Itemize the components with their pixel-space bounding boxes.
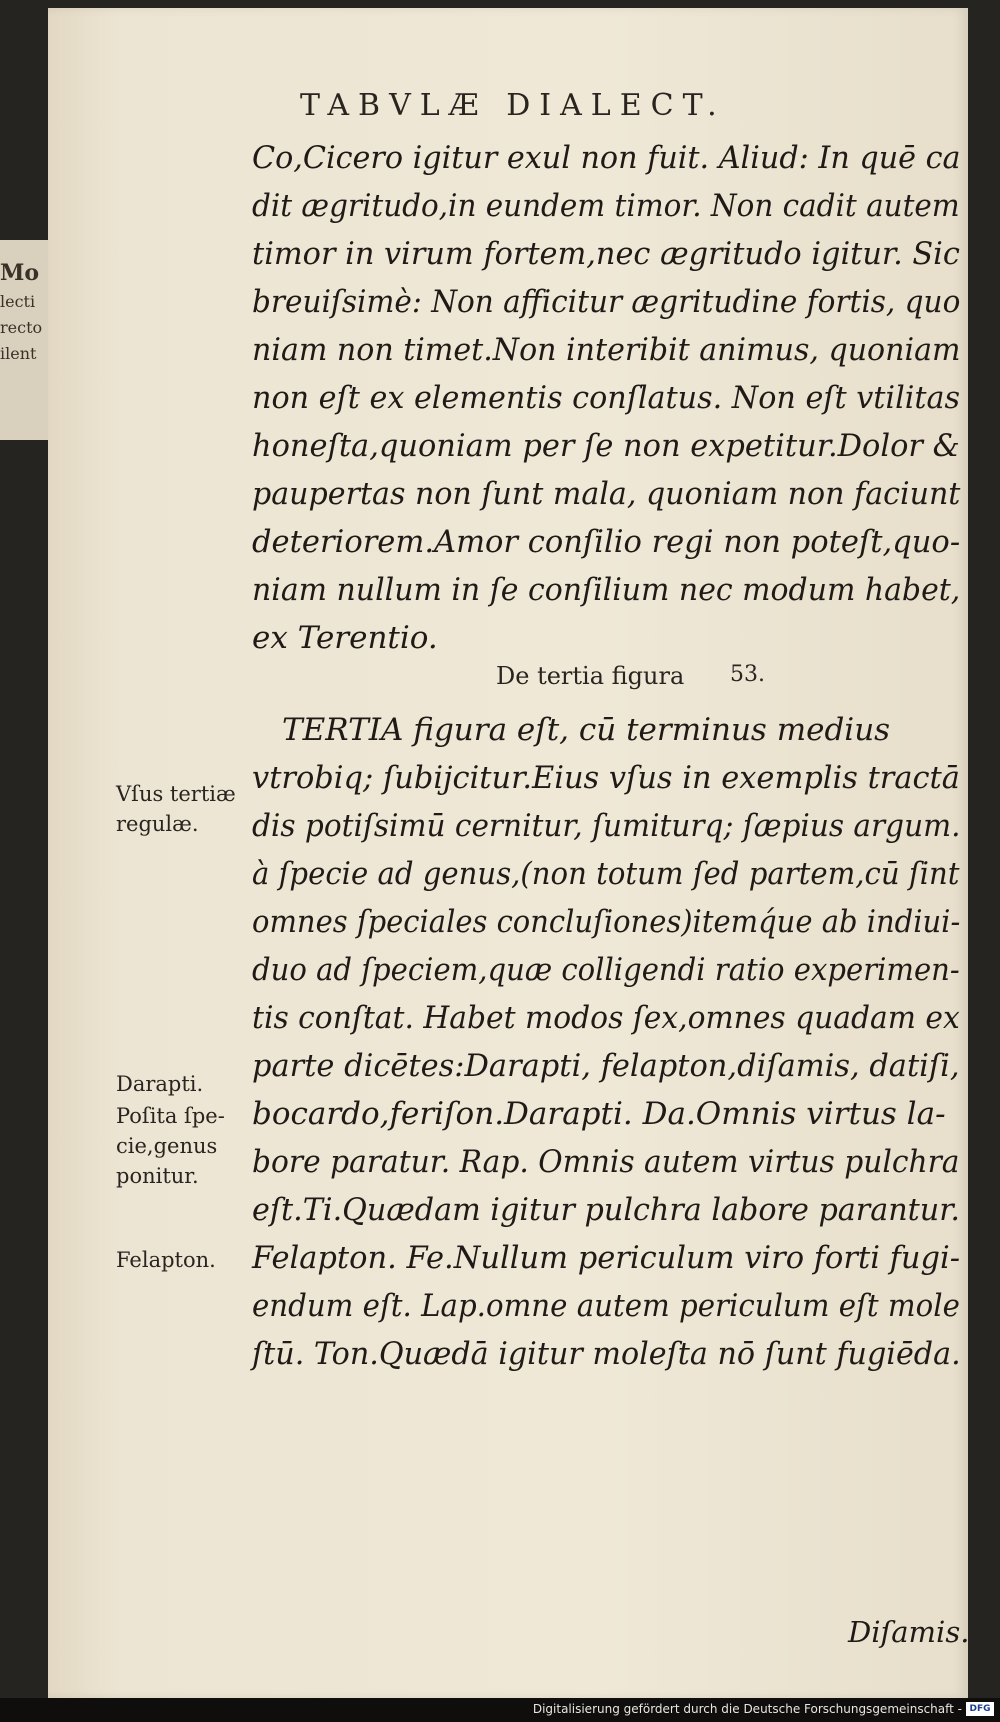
text-line: ex Terentio. <box>252 620 438 656</box>
text-line: endum eſt. Lap.omne autem periculum eſt mole <box>252 1288 960 1324</box>
text-line: Felapton. Fe.Nullum periculum viro forti fugi- <box>252 1240 961 1276</box>
margin-note: regulæ. <box>116 812 199 836</box>
section-number: 53. <box>730 662 765 687</box>
margin-note: Vſus tertiæ <box>116 782 236 806</box>
adjacent-page-fragment: lecti <box>0 292 36 311</box>
footer-credit: Digitalisierung gefördert durch die Deutsche Forschungsgemeinschaft - <box>532 1702 962 1716</box>
text-line: eſt.Ti.Quædam igitur pulchra labore parantur. <box>252 1192 960 1228</box>
margin-note: cie,genus <box>116 1134 218 1158</box>
text-line: paupertas non ſunt mala, quoniam non faciunt <box>252 476 961 512</box>
text-line: deteriorem.Amor conſilio regi non poteſt,quo- <box>252 524 961 560</box>
text-line: à ſpecie ad genus,(non totum ſed partem,cū ſint <box>252 856 960 892</box>
margin-note: ponitur. <box>116 1164 199 1188</box>
margin-note: Felapton. <box>116 1248 216 1272</box>
section-heading: De tertia figura <box>496 662 685 690</box>
running-head: TABVLÆ DIALECT. <box>300 88 726 123</box>
text-line: bocardo,feriſon.Darapti. Da.Omnis virtus la- <box>252 1096 946 1132</box>
adjacent-page-fragment: recto <box>0 318 43 337</box>
text-line: omnes ſpeciales concluſiones)itemq́ue ab indiui- <box>252 904 961 940</box>
text-line: bore paratur. Rap. Omnis autem virtus pulchra <box>252 1144 960 1180</box>
margin-note: Poſita ſpe- <box>116 1104 225 1128</box>
text-line: vtrobiq; ſubijcitur.Eius vſus in exemplis tractā <box>252 760 960 796</box>
text-line: honeſta,quoniam per ſe non expetitur.Dolor & <box>252 428 960 464</box>
text-line: duo ad ſpeciem,quæ colligendi ratio experimen- <box>252 952 960 988</box>
text-line: niam non timet.Non interibit animus, quoniam <box>252 332 961 368</box>
adjacent-page-edge <box>0 240 48 440</box>
text-line: ſtū. Ton.Quædā igitur moleſta nō ſunt fugiēda. <box>252 1336 961 1372</box>
margin-note: Darapti. <box>116 1072 204 1096</box>
text-line: non eſt ex elementis conſlatus. Non eſt vtilitas <box>252 380 961 416</box>
text-line: TERTIA figura eſt, cū terminus medius <box>282 712 891 748</box>
adjacent-page-fragment: Mo <box>0 260 40 286</box>
text-line: tis conſtat. Habet modos ſex,omnes quadam ex <box>252 1000 960 1036</box>
text-line: Co,Cicero igitur exul non fuit. Aliud: In quē ca <box>252 140 961 176</box>
adjacent-page-fragment: ilent <box>0 344 37 363</box>
text-line: breuiſsimè: Non afficitur ægritudine fortis, quo <box>252 284 961 320</box>
text-line: niam nullum in ſe conſilium nec modum habet, <box>252 572 961 608</box>
catchword: Diſamis. <box>848 1615 970 1649</box>
text-line: dis potiſsimū cernitur, ſumiturq; ſæpius argum. <box>252 808 961 844</box>
text-line: parte dicētes:Darapti, felapton,diſamis, datiſi, <box>252 1048 960 1084</box>
text-line: timor in virum fortem,nec ægritudo igitur. Sic <box>252 236 960 272</box>
text-line: dit ægritudo,in eundem timor. Non cadit autem <box>252 188 960 224</box>
dfg-logo-icon: DFG <box>966 1702 994 1716</box>
